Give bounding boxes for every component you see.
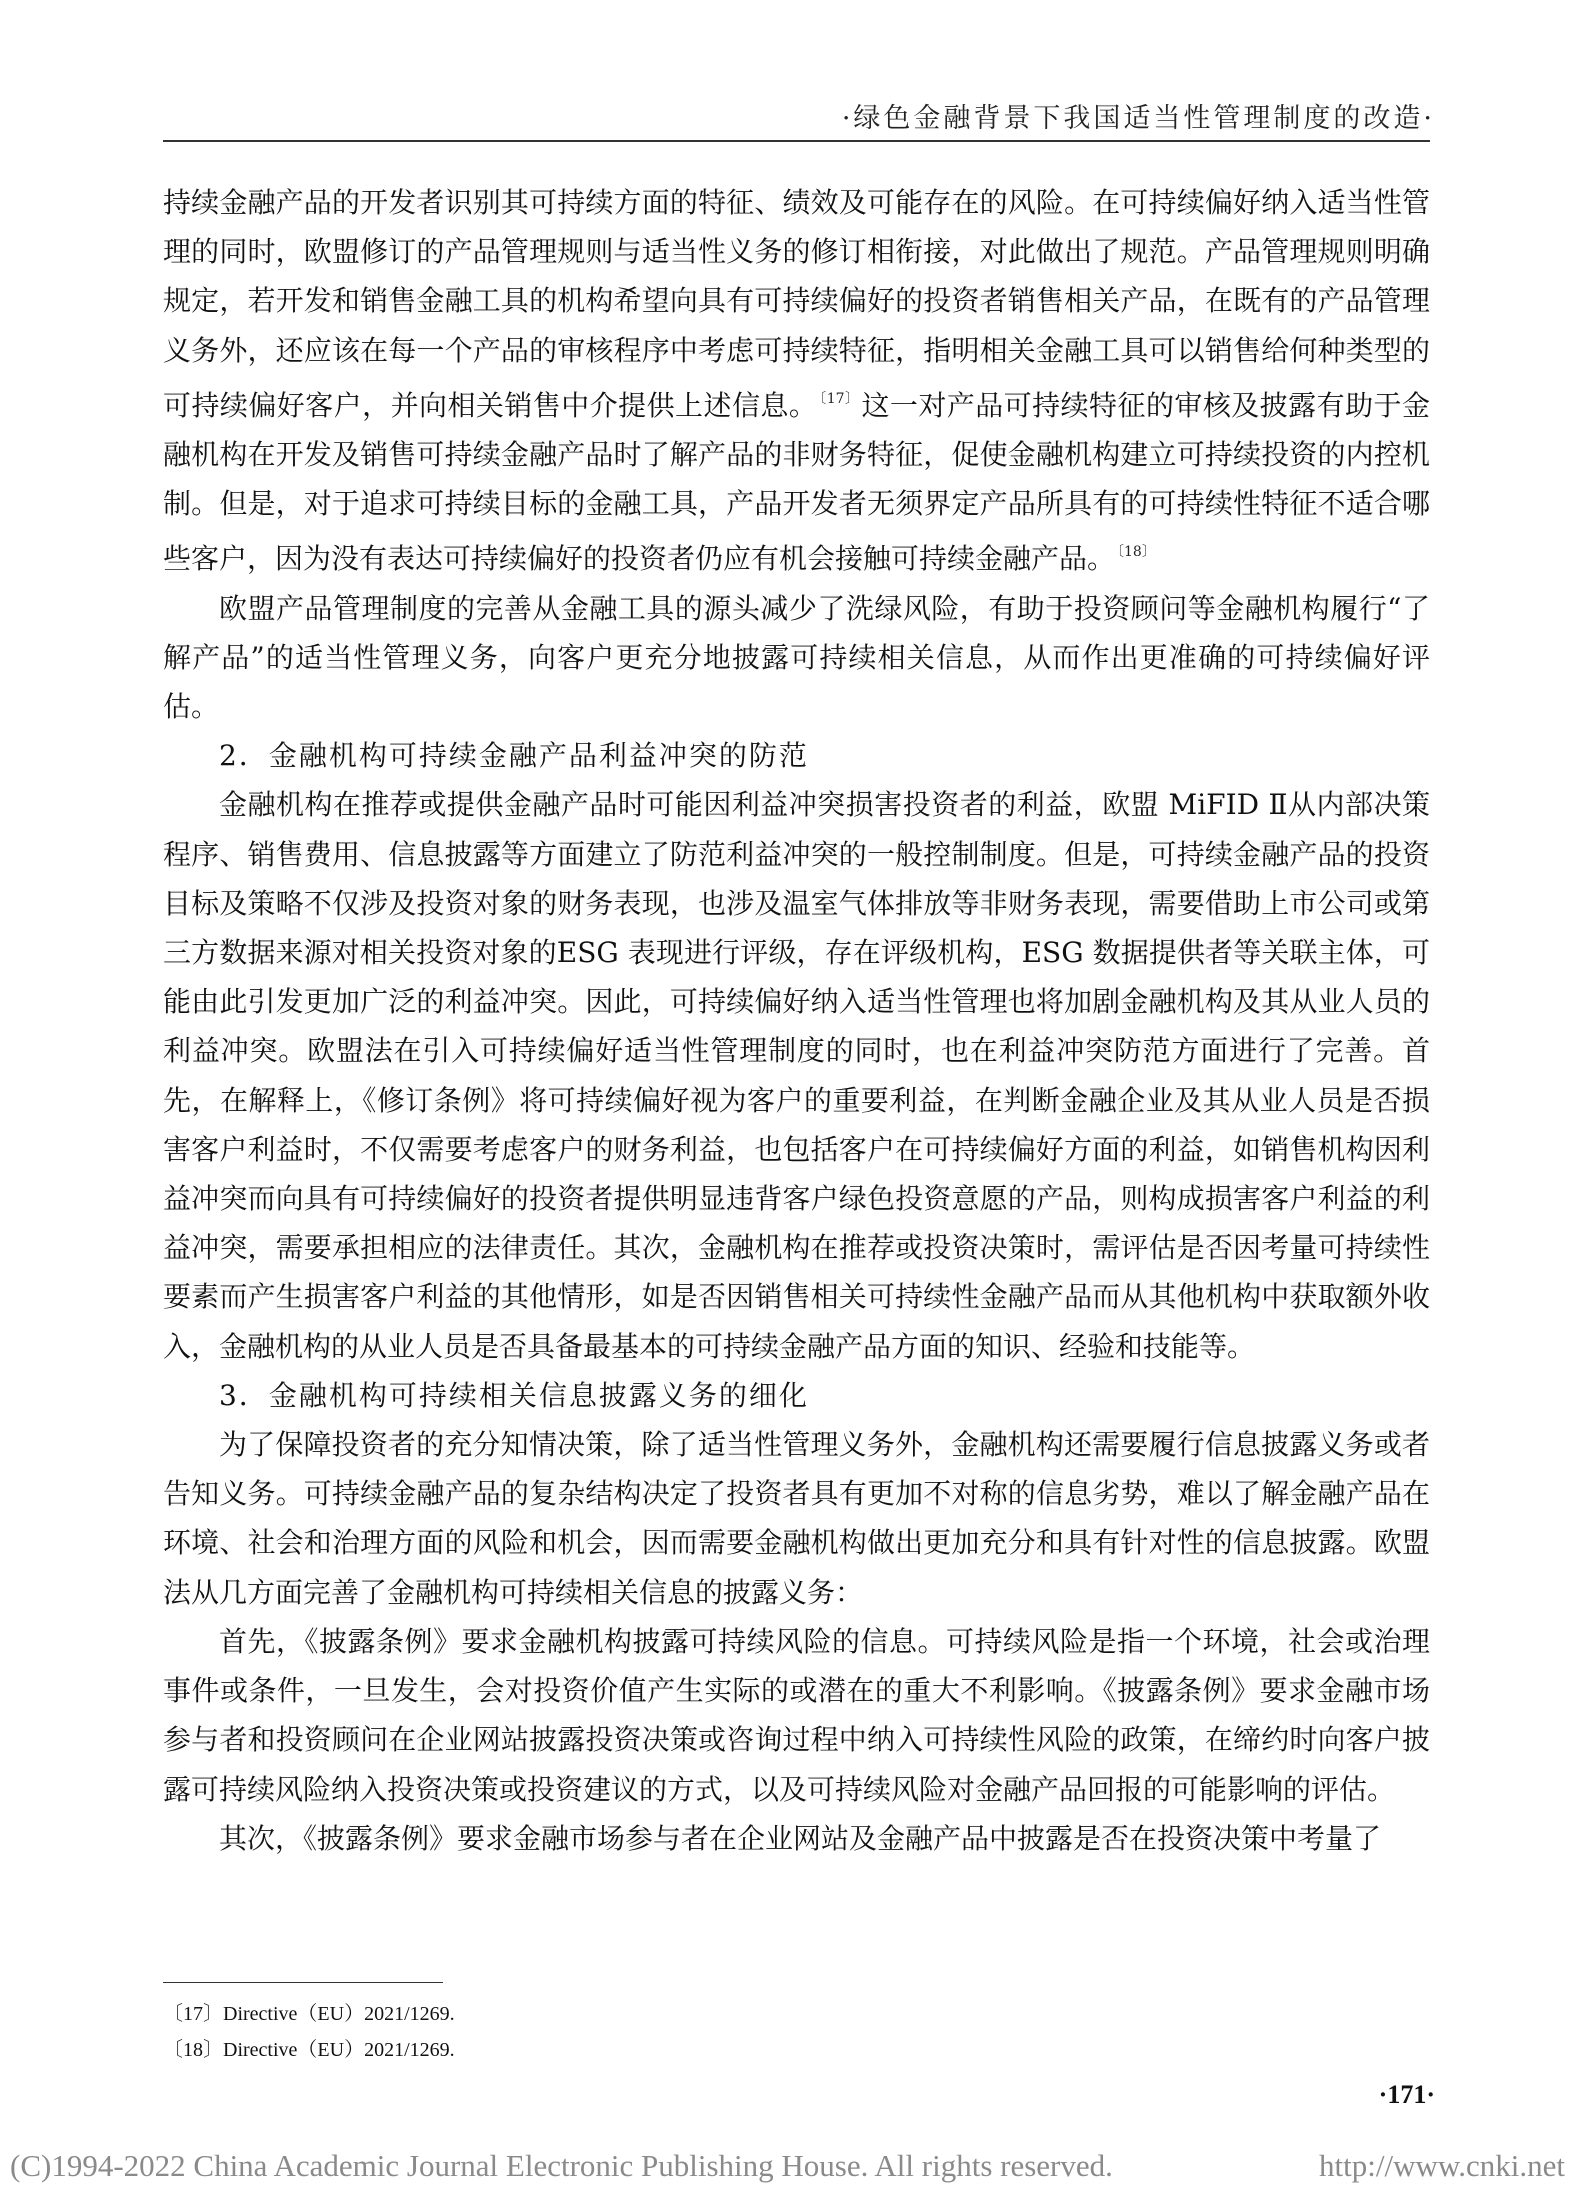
paragraph-1-part-a: 持续金融产品的开发者识别其可持续方面的特征、绩效及可能存在的风险。在可持续偏好纳入适当性管理的同时，欧盟修订的产品管理规则与适当性义务的修订相衔接，对此做出了规范。产品管理规则明确规定，若开发和销售金融工具的机构希望向具有可持续偏好的投资者销售相关产品，在既有的产品管理义务外，还应该在每一个产品的审核程序中考虑可持续特征，指明相关金融工具可以销售给何种类型的可持续偏好客户，并向相关销售中介提供上述信息。 bbox=[163, 186, 1430, 422]
footnote-18: 〔18〕Directive（EU）2021/1269. bbox=[163, 2039, 455, 2061]
footnote-17: 〔17〕Directive（EU）2021/1269. bbox=[163, 2003, 455, 2025]
cnki-link[interactable]: http://www.cnki.net bbox=[1319, 2148, 1565, 2183]
section-heading-3: 3．金融机构可持续相关信息披露义务的细化 bbox=[219, 1378, 809, 1412]
paragraph-6: 其次，《披露条例》要求金融市场参与者在企业网站及金融产品中披露是否在投资决策中考量了 bbox=[219, 1821, 1382, 1855]
paragraph-4: 为了保障投资者的充分知情决策，除了适当性管理义务外，金融机构还需要履行信息披露义务或者告知义务。可持续金融产品的复杂结构决定了投资者具有更加不对称的信息劣势，难以了解金融产品在环境、社会和治理方面的风险和机会，因而需要金融机构做出更加充分和具有针对性的信息披露。欧盟法从几方面完善了金融机构可持续相关信息的披露义务： bbox=[163, 1428, 1430, 1609]
header-divider bbox=[163, 140, 1430, 142]
footnote-ref-17[interactable]: 〔17〕 bbox=[819, 390, 860, 407]
running-header: ·绿色金融背景下我国适当性管理制度的改造· bbox=[841, 103, 1435, 134]
footnotes bbox=[163, 1996, 1063, 2068]
page-number: ·171· bbox=[1378, 2080, 1435, 2109]
article-body bbox=[163, 178, 1430, 1863]
paragraph-1-part-b: 这一对产品可持续特征的审核及披露有助于金融机构在开发及销售可持续金融产品时了解产品的非财务特征，促使金融机构建立可持续投资的内控机制。但是，对于追求可持续目标的金融工具，产品开发者无须界定产品所具有的可持续性特征不适合哪些客户，因为没有表达可持续偏好的投资者仍应有机会接触可持续金融产品。 bbox=[163, 388, 1430, 576]
paragraph-2: 欧盟产品管理制度的完善从金融工具的源头减少了洗绿风险，有助于投资顾问等金融机构履行“了解产品”的适当性管理义务，向客户更充分地披露可持续相关信息，从而作出更准确的可持续偏好评估。 bbox=[163, 591, 1430, 724]
footnote-ref-18[interactable]: 〔18〕 bbox=[1117, 544, 1156, 561]
paragraph-1 bbox=[163, 178, 1430, 584]
footnote-divider bbox=[163, 1982, 443, 1983]
section-heading-2: 2．金融机构可持续金融产品利益冲突的防范 bbox=[219, 739, 809, 773]
copyright-notice: (C)1994-2022 China Academic Journal Electronic Publishing House. All rights reserved. bbox=[10, 2148, 1113, 2183]
paragraph-3: 金融机构在推荐或提供金融产品时可能因利益冲突损害投资者的利益，欧盟 MiFID Ⅱ从内部决策程序、销售费用、信息披露等方面建立了防范利益冲突的一般控制制度。但是，可持续金融产品的投资目标及策略不仅涉及投资对象的财务表现，也涉及温室气体排放等非财务表现，需要借助上市公司或第三方数据来源对相关投资对象的ESG 表现进行评级，存在评级机构，ESG 数据提供者等关联主体，可能由此引发更加广泛的利益冲突。因此，可持续偏好纳入适当性管理也将加剧金融机构及其从业人员的利益冲突。欧盟法在引入可持续偏好适当性管理制度的同时，也在利益冲突防范方面进行了完善。首先，在解释上，《修订条例》将可持续偏好视为客户的重要利益，在判断金融企业及其从业人员是否损害客户利益时，不仅需要考虑客户的财务利益，也包括客户在可持续偏好方面的利益，如销售机构因利益冲突而向具有可持续偏好的投资者提供明显违背客户绿色投资意愿的产品，则构成损害客户利益的利益冲突，需要承担相应的法律责任。其次，金融机构在推荐或投资决策时，需评估是否因考量可持续性要素而产生损害客户利益的其他情形，如是否因销售相关可持续性金融产品而从其他机构中获取额外收入，金融机构的从业人员是否具备最基本的可持续金融产品方面的知识、经验和技能等。 bbox=[163, 788, 1430, 1363]
paragraph-5: 首先，《披露条例》要求金融机构披露可持续风险的信息。可持续风险是指一个环境，社会或治理事件或条件，一旦发生，会对投资价值产生实际的或潜在的重大不利影响。《披露条例》要求金融市场参与者和投资顾问在企业网站披露投资决策或咨询过程中纳入可持续性风险的政策，在缔约时向客户披露可持续风险纳入投资决策或投资建议的方式，以及可持续风险对金融产品回报的可能影响的评估。 bbox=[163, 1624, 1430, 1806]
copyright-bar bbox=[10, 2148, 1565, 2188]
